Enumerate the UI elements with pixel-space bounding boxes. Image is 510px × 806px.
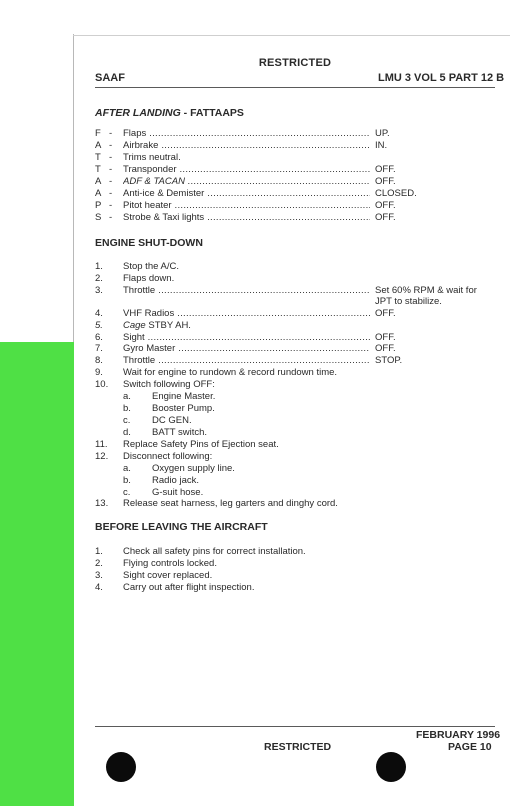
subitem-letter: b. [123, 475, 131, 486]
before-leaving-item [95, 570, 495, 582]
subitem-text: Booster Pump. [152, 403, 215, 414]
item-letter: P [95, 200, 102, 211]
item-letter: T [95, 152, 101, 163]
item-dash: - [109, 200, 113, 211]
footer-page-number: PAGE 10 [448, 741, 492, 753]
item-value: CLOSED. [375, 188, 417, 199]
item-value: UP. [375, 128, 390, 139]
engine-shutdown-item [95, 308, 495, 320]
item-number: 4. [95, 582, 103, 593]
subitem-text: Engine Master. [152, 391, 216, 402]
engine-shutdown-item [95, 451, 495, 463]
item-text: Airbrake ..... [123, 140, 370, 152]
item-value: OFF. [375, 164, 396, 175]
item-value: OFF. [375, 212, 396, 223]
engine-shutdown-item [95, 355, 495, 367]
after-landing-item [95, 176, 495, 188]
item-text: Anti-ice & Demister ..... [123, 188, 370, 200]
item-text: Flaps ..... [123, 128, 370, 140]
subitem-letter: d. [123, 427, 131, 438]
subitem-text: DC GEN. [152, 415, 192, 426]
item-value: OFF. [375, 200, 396, 211]
punch-hole-right [376, 752, 406, 782]
item-text: Sight ..... [123, 332, 370, 344]
item-text: Sight cover replaced. [123, 570, 213, 581]
item-number: 4. [95, 308, 103, 319]
subitem-text: Radio jack. [152, 475, 199, 486]
item-text: Gyro Master ..... [123, 343, 370, 355]
item-number: 6. [95, 332, 103, 343]
item-text: Release seat harness, leg garters and dinghy cord. [123, 498, 338, 509]
item-dash: - [109, 152, 113, 163]
engine-shutdown-item-continuation [95, 296, 495, 308]
page-left-edge [73, 34, 74, 344]
item-text: Check all safety pins for correct installation. [123, 546, 306, 557]
item-number: 7. [95, 343, 103, 354]
item-text: Trims neutral. [123, 152, 181, 163]
item-text: Flying controls locked. [123, 558, 217, 569]
punch-hole-left [106, 752, 136, 782]
item-text: Throttle ..... [123, 285, 370, 297]
item-number: 2. [95, 273, 103, 284]
item-dash: - [109, 212, 113, 223]
item-letter: F [95, 128, 101, 139]
after-landing-item [95, 188, 495, 200]
item-dash: - [109, 176, 113, 187]
header-doc-ref: LMU 3 VOL 5 PART 12 B [378, 72, 505, 84]
item-text: VHF Radios ..... [123, 308, 370, 320]
item-letter: T [95, 164, 101, 175]
item-dash: - [109, 188, 113, 199]
engine-shutdown-subitem [95, 391, 495, 403]
item-text: Disconnect following: [123, 451, 213, 462]
after-landing-title-italic: AFTER LANDING [95, 107, 181, 119]
item-number: 11. [95, 439, 108, 450]
item-number: 13. [95, 498, 109, 509]
after-landing-item [95, 200, 495, 212]
item-value: OFF. [375, 332, 396, 343]
subitem-letter: a. [123, 463, 131, 474]
item-text: Stop the A/C. [123, 261, 179, 272]
item-number: 9. [95, 367, 103, 378]
engine-shutdown-item [95, 439, 495, 451]
subitem-letter: c. [123, 415, 131, 426]
subitem-letter: c. [123, 487, 131, 498]
item-text: Strobe & Taxi lights ..... [123, 212, 370, 224]
header-classification: RESTRICTED [258, 57, 332, 69]
item-text-italic: Cage [123, 320, 146, 331]
item-value: OFF. [375, 308, 396, 319]
item-number: 8. [95, 355, 103, 366]
item-text: Wait for engine to rundown & record rundown time. [123, 367, 338, 378]
engine-shutdown-title: ENGINE SHUT-DOWN [95, 237, 203, 249]
subitem-text: Oxygen supply line. [152, 463, 235, 474]
item-dash: - [109, 140, 113, 151]
item-text: Throttle ..... [123, 355, 370, 367]
engine-shutdown-subitem [95, 463, 495, 475]
item-value: STOP. [375, 355, 403, 366]
item-value: OFF. [375, 343, 396, 354]
item-number: 1. [95, 261, 103, 272]
item-text: ADF & TACAN ..... [123, 176, 370, 188]
page-top-edge [73, 35, 510, 36]
item-text: Carry out after flight inspection. [123, 582, 255, 593]
after-landing-item [95, 128, 495, 140]
item-number: 12. [95, 451, 109, 462]
item-number: 2. [95, 558, 103, 569]
engine-shutdown-item [95, 379, 495, 391]
item-letter: A [95, 188, 102, 199]
header-org: SAAF [95, 72, 125, 84]
after-landing-item [95, 212, 495, 224]
item-number: 1. [95, 546, 103, 557]
item-value: OFF. [375, 176, 396, 187]
item-number: 3. [95, 285, 103, 296]
item-text: Flaps down. [123, 273, 175, 284]
after-landing-title [95, 107, 244, 119]
green-index-tab [0, 342, 74, 806]
item-text [123, 320, 191, 332]
after-landing-item [95, 152, 495, 164]
after-landing-item [95, 140, 495, 152]
item-number: 5. [95, 320, 103, 331]
item-value: Set 60% RPM & wait for [375, 285, 477, 296]
subitem-letter: b. [123, 403, 131, 414]
before-leaving-item [95, 558, 495, 570]
item-text: Transponder ..... [123, 164, 370, 176]
subitem-letter: a. [123, 391, 131, 402]
engine-shutdown-item [95, 320, 495, 332]
engine-shutdown-item [95, 273, 495, 285]
item-number: 3. [95, 570, 103, 581]
item-letter: A [95, 140, 102, 151]
item-letter: A [95, 176, 102, 187]
item-dash: - [109, 128, 113, 139]
item-text: Switch following OFF: [123, 379, 215, 390]
footer-date: FEBRUARY 1996 [416, 729, 501, 741]
engine-shutdown-subitem [95, 415, 495, 427]
item-text: Replace Safety Pins of Ejection seat. [123, 439, 279, 450]
footer-classification: RESTRICTED [264, 741, 332, 753]
after-landing-item [95, 164, 495, 176]
engine-shutdown-subitem [95, 403, 495, 415]
engine-shutdown-item [95, 343, 495, 355]
header-rule [95, 87, 495, 88]
engine-shutdown-subitem [95, 427, 495, 439]
subitem-text: G-suit hose. [152, 487, 204, 498]
item-text-rest: STBY AH. [145, 320, 191, 331]
engine-shutdown-subitem [95, 475, 495, 487]
item-number: 10. [95, 379, 109, 390]
engine-shutdown-item [95, 498, 495, 510]
after-landing-title-rest: - FATTAAPS [180, 107, 244, 119]
before-leaving-item [95, 582, 495, 594]
footer-rule [95, 726, 495, 727]
before-leaving-item [95, 546, 495, 558]
item-letter: S [95, 212, 102, 223]
engine-shutdown-item [95, 367, 495, 379]
item-text: Pitot heater ..... [123, 200, 370, 212]
item-dash: - [109, 164, 113, 175]
item-value-continued: JPT to stabilize. [375, 296, 442, 307]
before-leaving-title: BEFORE LEAVING THE AIRCRAFT [95, 521, 268, 533]
engine-shutdown-item [95, 261, 495, 273]
subitem-text: BATT switch. [152, 427, 208, 438]
item-value: IN. [375, 140, 388, 151]
